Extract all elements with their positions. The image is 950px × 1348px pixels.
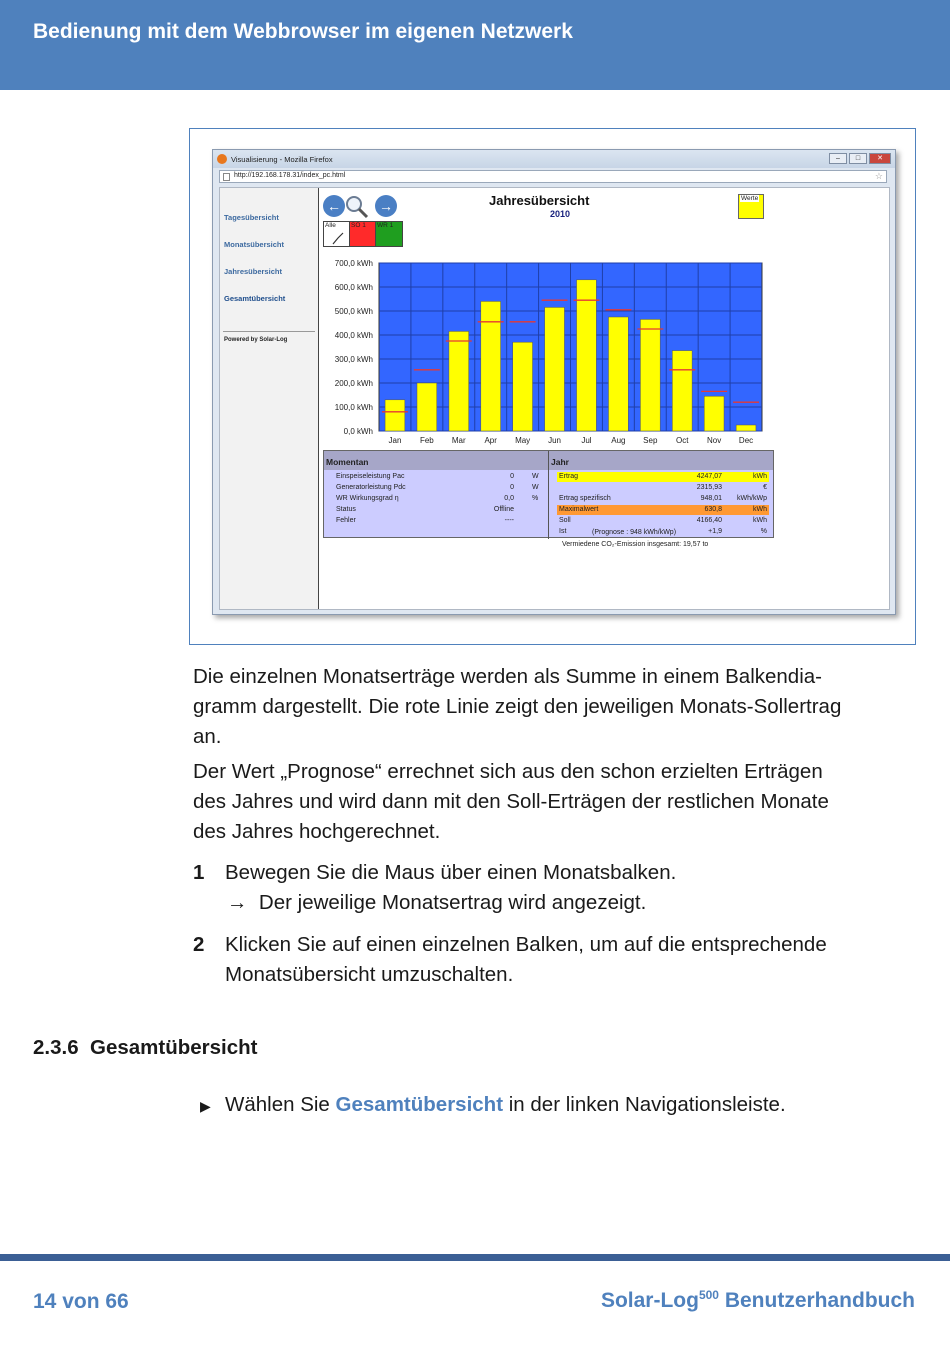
werte-button[interactable] [738,194,764,219]
y-tick-label: 600,0 kWh [334,283,373,292]
step-1-text: Bewegen Sie die Maus über einen Monatsbalken. [225,861,677,884]
jahr-label: Ertrag [559,473,579,480]
nav-item-gesamtuebersicht[interactable]: Gesamtübersicht [224,294,286,303]
chart-line-icon [332,232,344,245]
bar-jul[interactable] [577,280,597,431]
y-tick-label: 300,0 kWh [334,355,373,364]
browser-window [212,149,896,615]
step-1-result [225,888,676,918]
momentan-heading: Momentan [324,451,548,470]
maximize-icon[interactable]: □ [849,153,867,164]
werte-label: Werte [741,195,759,202]
jahr-label: Maximalwert [559,506,599,513]
y-tick-label: 700,0 kWh [334,259,373,268]
yearly-bar-chart[interactable] [319,258,789,448]
window-titlebar [213,150,895,168]
sidebar-divider [223,331,315,332]
x-tick-label: Mar [451,436,466,445]
sidebar [220,188,319,609]
jahr-unit: € [763,484,767,491]
page-number: 14 von 66 [33,1290,129,1313]
x-tick-label: Aug [611,436,626,445]
bar-mar[interactable] [449,331,469,431]
momentan-value: 0 [510,473,514,480]
handbook-label: Benutzerhandbuch [724,1289,915,1312]
arrow-right-icon[interactable]: → [375,195,397,217]
momentan-value: ---- [504,517,514,524]
bar-feb[interactable] [417,383,437,431]
paragraph-1 [193,662,841,752]
footer-title [601,1288,915,1313]
main-area [319,188,889,609]
momentan-unit: % [532,495,539,502]
selector-so1[interactable] [349,221,376,247]
instruction-line [225,1093,786,1117]
nav-item-tagesuebersicht[interactable]: Tagesübersicht [224,213,279,222]
data-panel [323,450,774,538]
bar-may[interactable] [513,342,533,431]
jahr-unit: kWh [753,473,767,480]
product-sup: 500 [698,1288,719,1302]
jahr-unit: % [760,528,767,535]
step-2-line-1: Klicken Sie auf einen einzelnen Balken, um auf die entsprechende [225,933,827,956]
step-2-number: 2 [193,933,205,956]
x-tick-label: Dec [738,436,754,445]
jahr-value: 630,8 [704,506,722,513]
powered-by: Powered by Solar-Log [224,337,288,343]
x-tick-label: Sep [643,436,658,445]
jahr-value: 4247,07 [696,473,722,480]
jahr-value: 2315,93 [696,484,722,491]
momentan-label: WR Wirkungsgrad η [336,495,399,502]
step-2-line-2: Monatsübersicht umzuschalten. [225,963,514,986]
chart-year: 2010 [550,209,571,219]
momentan-value: 0 [510,484,514,491]
x-tick-label: Jan [388,436,402,445]
momentan-value: 0,0 [504,495,514,502]
close-icon[interactable]: ✕ [869,153,891,164]
selector-alle-label: Alle [325,222,336,229]
nav-item-monatsuebersicht[interactable]: Monatsübersicht [224,240,285,249]
momentan-label: Einspeiseleistung Pac [336,473,405,480]
y-tick-label: 200,0 kWh [334,379,373,388]
y-tick-label: 400,0 kWh [334,331,373,340]
chart-title: Jahresübersicht [489,193,590,208]
p2-line-3: des Jahres hochgerechnet. [193,820,441,843]
product-name: Solar-Log [600,1289,699,1312]
browser-content [219,187,890,610]
momentan-unit: W [532,484,539,491]
co2-text: Vermiedene CO₂-Emission insgesamt: 19,57 to [562,541,709,548]
x-tick-label: Apr [484,436,497,445]
address-bar[interactable] [219,170,887,183]
momentan-label: Fehler [336,517,356,524]
momentan-label: Status [336,506,356,513]
page-icon [223,173,230,181]
jahr-value: 4166,40 [696,517,722,524]
selector-wr1-label: WR 1 [377,222,394,229]
bar-nov[interactable] [704,396,724,431]
instruction-post: in der linken Navigationsleiste. [508,1093,786,1116]
bar-jun[interactable] [545,307,565,431]
bar-apr[interactable] [481,301,501,431]
step-1-number: 1 [193,861,205,884]
jahr-value: 948,01 [700,495,722,502]
selector-so1-label: SO 1 [351,222,366,229]
p1-line-2: gramm dargestellt. Die rote Linie zeigt den jeweiligen Monats-Sollertrag [193,695,842,718]
momentan-label: Generatorleistung Pdc [336,484,406,491]
bar-dec[interactable] [736,425,756,431]
bar-oct[interactable] [672,351,692,431]
y-tick-label: 500,0 kWh [334,307,373,316]
window-title: Visualisierung - Mozilla Firefox [231,155,333,164]
p1-line-1: Die einzelnen Monatserträge werden als Summe in einem Balkendia- [193,665,822,688]
jahr-label: Ist [559,528,567,535]
magnifier-icon[interactable] [344,194,370,220]
arrow-left-icon[interactable]: ← [323,195,345,217]
x-tick-label: Feb [419,436,434,445]
bar-sep[interactable] [640,319,660,431]
x-tick-label: Jun [548,436,561,445]
y-tick-label: 0,0 kWh [343,427,373,436]
bookmark-star-icon[interactable]: ☆ [874,171,883,181]
x-tick-label: Nov [707,436,722,445]
section-heading [33,1036,258,1060]
p2-line-2: des Jahres und wird dann mit den Soll-Erträgen der restlichen Monate [193,790,829,813]
jahr-label: Ertrag spezifisch [559,495,611,502]
result-arrow-icon: → [227,891,259,914]
x-tick-label: Jul [581,436,592,445]
instruction-pre: Wählen Sie [225,1093,330,1116]
step-1 [225,858,676,918]
header-title: Bedienung mit dem Webbrowser im eigenen Netzwerk [33,20,573,43]
firefox-icon [217,154,227,164]
p2-line-1: Der Wert „Prognose“ errechnet sich aus den schon erzielten Erträgen [193,760,823,783]
screenshot-frame [189,128,916,645]
y-tick-label: 100,0 kWh [334,403,373,412]
page-header [0,0,950,90]
section-number: 2.3.6 [33,1036,79,1059]
selector-wr1[interactable] [375,221,403,247]
step-2 [225,930,827,990]
jahr-value: +1,9 [708,528,722,535]
jahr-unit: kWh/kWp [737,495,767,502]
momentan-unit: W [532,473,539,480]
url-text: http://192.168.178.31/index_pc.html [234,172,346,179]
footer-rule [0,1254,950,1261]
bar-aug[interactable] [608,317,628,431]
prognose-text: (Prognose : 948 kWh/kWp) [592,529,677,536]
jahr-label: Soll [559,517,571,524]
p1-line-3: an. [193,725,222,748]
momentan-value: Offline [493,506,514,513]
paragraph-2 [193,757,829,847]
bar-jan[interactable] [385,400,405,431]
step-1-result-text: Der jeweilige Monatsertrag wird angezeigt. [258,891,647,914]
selector-alle[interactable] [323,221,350,247]
x-tick-label: May [515,436,531,445]
x-tick-label: Oct [675,436,689,445]
section-title: Gesamtübersicht [90,1036,258,1059]
panel-divider [548,451,549,539]
jahr-unit: kWh [753,506,767,513]
nav-item-jahresuebersicht[interactable]: Jahresübersicht [224,267,282,276]
jahr-heading: Jahr [549,451,773,470]
triangle-bullet-icon: ▶ [200,1098,211,1114]
jahr-unit: kWh [753,517,767,524]
minimize-icon[interactable]: – [829,153,847,164]
gesamtuebersicht-link[interactable]: Gesamtübersicht [335,1093,504,1116]
